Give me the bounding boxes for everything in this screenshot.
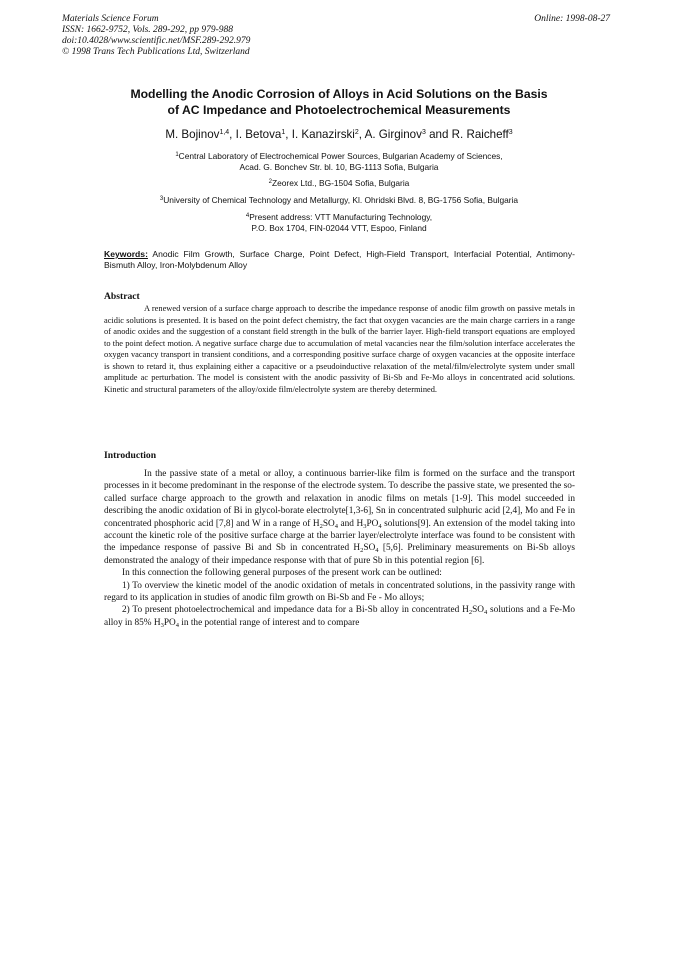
author-name: M. Bojinov xyxy=(165,128,220,141)
doi-line[interactable]: doi:10.4028/www.scientific.net/MSF.289-292.979 xyxy=(62,36,251,46)
affiliation-1 xyxy=(60,151,618,172)
abstract-body: A renewed version of a surface charge approach to describe the impedance response of anodic film growth on passive metals in acidic solutions is presented. It is based on the point defect chemistry, the fact that oxygen vacancies are the main charge carriers in a range of anodic oxides and the suggestion of a constant field strength in the bulk of the barrier layer. High-field transport equations are employed to the point defect motion. A negative surface charge due to accumulation of metal vacancies near the film/solution interface accelerates the oxygen vacancy transport in transient conditions, and a corresponding positive surface charge of oxygen vacancies at the opposite interface is shown to retard it, thus explaining either a capacitive or a pseudoinductive relaxation of the metal/film/electrolyte system under small amplitude ac perturbation. The model is consistent with the anodic passivity of Bi-Sb and Fe-Mo alloys in concentrated acid solutions. Kinetic and structural parameters of the alloy/oxide film/electrolyte system are thereby determined. xyxy=(104,304,575,394)
author-name: and R. Raicheff xyxy=(425,128,509,141)
affil-text: Zeorex Ltd., BG-1504 Sofia, Bulgaria xyxy=(272,178,410,188)
author-list xyxy=(60,128,618,142)
introduction-body xyxy=(104,468,575,629)
paragraph: In the passive state of a metal or alloy, a continuous barrier-like film is formed on the surface and the transport processes in it become predominant in the response of the electrode system. To describe the passive state, we presented the so-called surface charge approach to the growth and relaxation in anodic films on metals [1-9]. This model succeeded in describing the anodic oxidation of Bi in glycol-borate electrolyte[1,3-6], Sn in concentrated sulphuric acid [2,4], Mo and Fe in concentrated phosphoric acid [7,8] and W in a range of $H_2SO_4$ and $H_3PO_4$ solutions[9]. An extension of the model taking into account the kinetic role of the positive surface charge at the barrier layer/electrolyte interface was found to be consistent with the impedance response of passive Bi and Sb in concentrated $H_2SO_4$ [5,6]. Preliminary measurements on Bi-Sb alloys demonstrated the analogy of their impedance response with that of pure Sb in this potential region [6]. xyxy=(104,469,576,566)
affil-text: Central Laboratory of Electrochemical Power Sources, Bulgarian Academy of Sciences, xyxy=(178,151,503,161)
affiliation-4 xyxy=(60,212,618,233)
author-affil-mark: 1 xyxy=(281,129,286,136)
introduction-heading: Introduction xyxy=(104,450,157,461)
affil-text: University of Chemical Technology and Metallurgy, Kl. Ohridski Blvd. 8, BG-1756 Sofia, Bulgaria xyxy=(163,195,519,205)
copyright-line: © 1998 Trans Tech Publications Ltd, Switzerland xyxy=(62,47,250,57)
keywords-text: Anodic Film Growth, Surface Charge, Point Defect, High-Field Transport, Interfacial Potential, Antimony-Bismuth Alloy, Iron-Molybdenum Alloy xyxy=(104,249,575,270)
journal-name: Materials Science Forum xyxy=(62,14,159,24)
affil-mark: 4 xyxy=(245,213,250,219)
author-affil-mark: 3 xyxy=(508,129,513,136)
author-name: , I. Betova xyxy=(229,128,282,141)
author-name: , A. Girginov xyxy=(358,128,422,141)
abstract-text xyxy=(104,303,575,395)
journal-header xyxy=(62,14,392,58)
affil-mark: 1 xyxy=(175,152,179,158)
author-name: , I. Kanazirski xyxy=(285,128,355,141)
paragraph: 1) To overview the kinetic model of the anodic oxidation of metals in concentrated solutions, in the passivity range with regard to its application in studies of anodic film growth on Bi-Sb and Fe - Mo alloys; xyxy=(104,580,575,604)
affil-mark: 3 xyxy=(159,196,164,202)
author-affil-mark: 1,4 xyxy=(219,129,230,136)
issn-line: ISSN: 1662-9752, Vols. 289-292, pp 979-988 xyxy=(62,25,233,35)
affiliation-2 xyxy=(60,178,618,189)
keywords-label: Keywords: xyxy=(104,249,148,259)
affil-text: Acad. G. Bonchev Str. bl. 10, BG-1113 Sofia, Bulgaria xyxy=(239,161,439,172)
affiliation-3 xyxy=(60,195,618,206)
author-affil-mark: 3 xyxy=(421,129,426,136)
abstract-heading: Abstract xyxy=(104,291,140,302)
paragraph: In this connection the following general purposes of the present work can be outlined: xyxy=(122,568,442,579)
affil-text: Present address: VTT Manufacturing Technology, xyxy=(249,212,433,222)
title-line-2: of AC Impedance and Photoelectrochemical Measurements xyxy=(167,103,511,117)
online-date: Online: 1998-08-27 xyxy=(534,14,610,24)
title-line-1: Modelling the Anodic Corrosion of Alloys in Acid Solutions on the Basis xyxy=(130,87,548,101)
paragraph: 2) To present photoelectrochemical and impedance data for a Bi-Sb alloy in concentrated $H_2SO_4$ solutions and a Fe-Mo alloy in 85% $H_3PO_4$ in the potential range of interest and to compare xyxy=(104,605,575,629)
keywords-block xyxy=(104,249,575,271)
author-affil-mark: 2 xyxy=(354,129,359,136)
affil-text: P.O. Box 1704, FIN-02044 VTT, Espoo, Finland xyxy=(251,222,427,233)
affil-mark: 2 xyxy=(268,179,272,185)
paper-title xyxy=(80,86,598,118)
